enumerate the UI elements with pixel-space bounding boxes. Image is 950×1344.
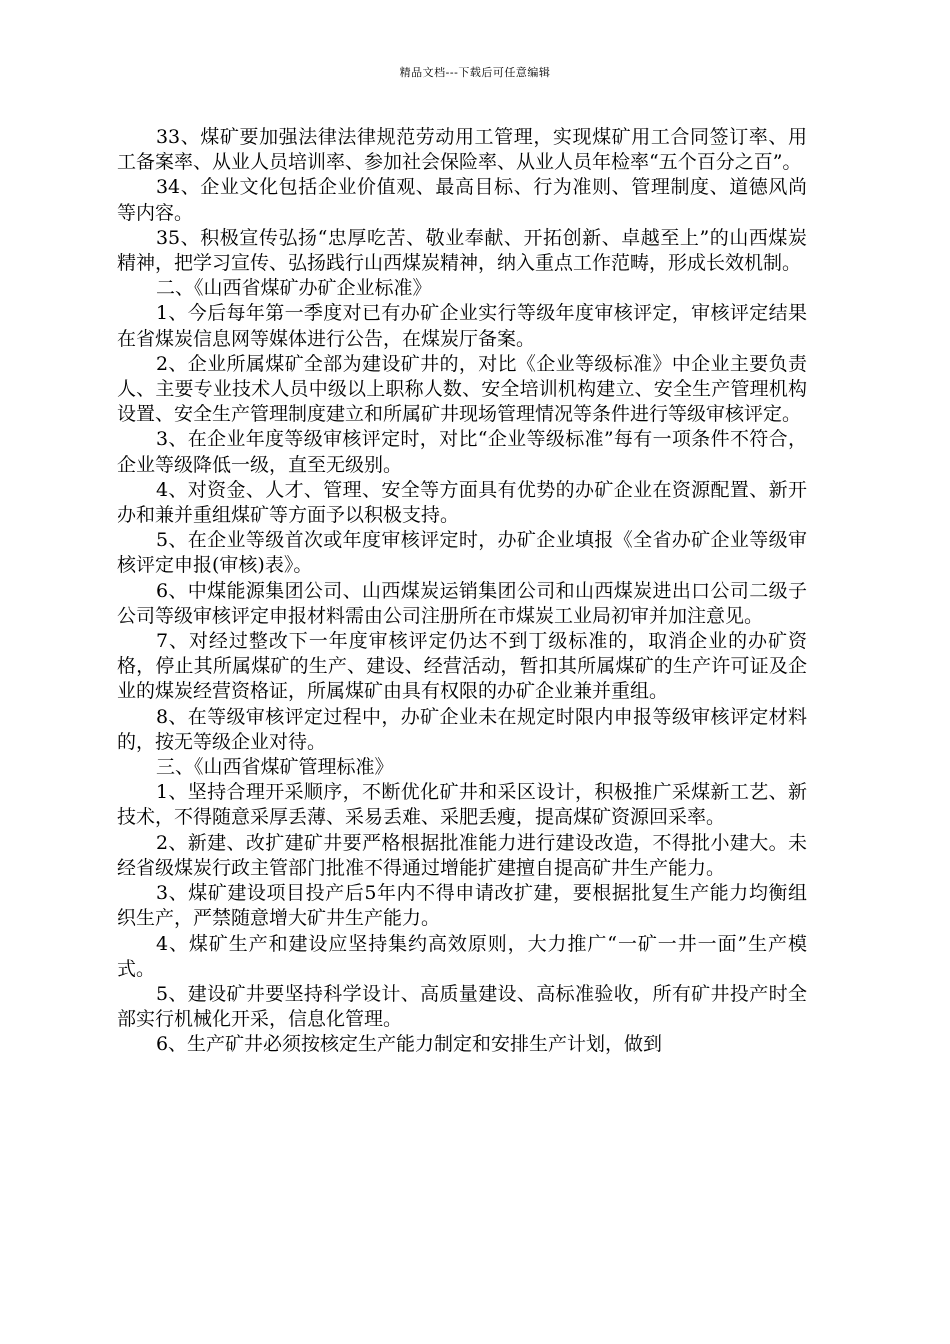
- paragraph-3-4: 4、煤矿生产和建设应坚持集约高效原则，大力推广“一矿一井一面”生产模式。: [117, 932, 807, 980]
- paragraph-3-6: 6、生产矿井必须按核定生产能力制定和安排生产计划，做到: [155, 1033, 663, 1056]
- paragraph-33: 33、煤矿要加强法律法律规范劳动用工管理，实现煤矿用工合同签订率、用工备案率、从业人员培训率、参加社会保险率、从业人员年检率“五个百分之百”。: [117, 126, 807, 174]
- paragraph-2-1: 1、今后每年第一季度对已有办矿企业实行等级年度审核评定，审核评定结果在省煤炭信息网等媒体进行公告，在煤炭厅备案。: [117, 302, 807, 350]
- document-body: [117, 125, 807, 1058]
- page-header: 精品文档---下载后可任意编辑: [399, 66, 551, 79]
- paragraph-3-1: 1、坚持合理开采顺序，不断优化矿井和采区设计，积极推广采煤新工艺、新技术，不得随意采厚丢薄、采易丢难、采肥丢瘦，提高煤矿资源回采率。: [117, 781, 807, 829]
- section-heading-3: 三、《山西省煤矿管理标准》: [155, 756, 394, 779]
- paragraph-35: 35、积极宣传弘扬“忠厚吃苦、敬业奉献、开拓创新、卓越至上”的山西煤炭精神，把学习宣传、弘扬践行山西煤炭精神，纳入重点工作范畴，形成长效机制。: [117, 226, 807, 275]
- paragraph-2-4: 4、对资金、人才、管理、安全等方面具有优势的办矿企业在资源配置、新开办和兼并重组煤矿等方面予以积极支持。: [117, 478, 807, 527]
- paragraph-2-8: 8、在等级审核评定过程中，办矿企业未在规定时限内申报等级审核评定材料的，按无等级企业对待。: [117, 705, 807, 753]
- section-heading-2: 二、《山西省煤矿办矿企业标准》: [155, 277, 432, 300]
- paragraph-34: 34、企业文化包括企业价值观、最高目标、行为准则、管理制度、道德风尚等内容。: [117, 176, 807, 224]
- paragraph-2-7: 7、对经过整改下一年度审核评定仍达不到丁级标准的，取消企业的办矿资格，停止其所属煤矿的生产、建设、经营活动，暂扣其所属煤矿的生产许可证及企业的煤炭经营资格证，所属煤矿由具有权限的办矿企业兼并重组。: [117, 630, 807, 703]
- paragraph-2-2: 2、企业所属煤矿全部为建设矿井的，对比《企业等级标准》中企业主要负责人、主要专业技术人员中级以上职称人数、安全培训机构建立、安全生产管理机构设置、安全生产管理制度建立和所属矿井现场管理情况等条件进行等级审核评定。: [117, 352, 807, 426]
- paragraph-3-3: 3、煤矿建设项目投产后5年内不得申请改扩建，要根据批复生产能力均衡组织生产，严禁随意增大矿井生产能力。: [117, 882, 807, 930]
- paragraph-2-5: 5、在企业等级首次或年度审核评定时，办矿企业填报《全省办矿企业等级审核评定申报(审核)表》。: [117, 529, 807, 577]
- paragraph-3-5: 5、建设矿井要坚持科学设计、高质量建设、高标准验收，所有矿井投产时全部实行机械化开采，信息化管理。: [117, 982, 807, 1031]
- paragraph-2-6: 6、中煤能源集团公司、山西煤炭运销集团公司和山西煤炭进出口公司二级子公司等级审核评定申报材料需由公司注册所在市煤炭工业局初审并加注意见。: [117, 579, 807, 627]
- paragraph-2-3: 3、在企业年度等级审核评定时，对比“企业等级标准”每有一项条件不符合，企业等级降低一级，直至无级别。: [117, 428, 807, 476]
- paragraph-3-2: 2、新建、改扩建矿井要严格根据批准能力进行建设改造，不得批小建大。未经省级煤炭行政主管部门批准不得通过增能扩建擅自提高矿井生产能力。: [117, 831, 807, 879]
